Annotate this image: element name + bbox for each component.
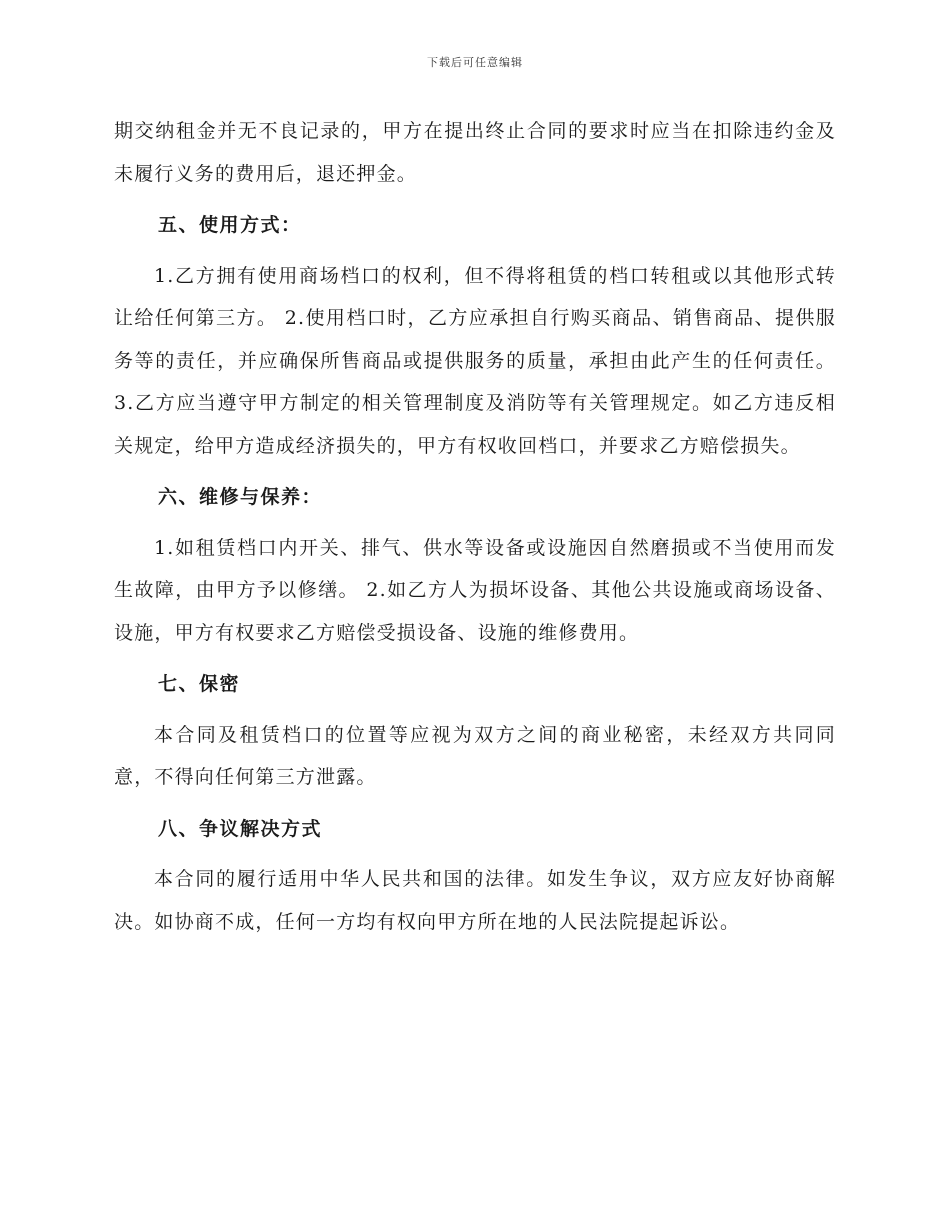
- intro-paragraph: 期交纳租金并无不良记录的，甲方在提出终止合同的要求时应当在扣除违约金及未履行义务的费用后，退还押金。: [114, 120, 836, 185]
- section-heading-usage: 五、使用方式：: [158, 214, 302, 236]
- section-maintenance: [114, 476, 836, 654]
- section-heading-dispute: 八、争议解决方式: [158, 817, 323, 840]
- section-confidentiality: [114, 663, 836, 799]
- section-body-dispute: 本合同的履行适用中华人民共和国的法律。如发生争议，双方应友好协商解决。如协商不成，任何一方均有权向甲方所在地的人民法院提起诉讼。: [114, 868, 836, 933]
- section-body-usage: 1.乙方拥有使用商场档口的权利，但不得将租赁的档口转租或以其他形式转让给任何第三方。 2.使用档口时，乙方应承担自行购买商品、销售商品、提供服务等的责任，并应确保所售商品或提供服务的质量，承担由此产生的任何责任。 3.乙方应当遵守甲方制定的相关管理制度及消防等有关管理规定。如乙方违反相关规定，给甲方造成经济损失的，甲方有权收回档口，并要求乙方赔偿损失。: [114, 264, 836, 457]
- section-heading-maintenance: 六、维修与保养：: [158, 486, 323, 508]
- section-dispute: [114, 808, 836, 944]
- section-body-maintenance: 1.如租赁档口内开关、排气、供水等设备或设施因自然磨损或不当使用而发生故障，由甲方予以修缮。 2.如乙方人为损坏设备、其他公共设施或商场设备、设施，甲方有权要求乙方赔偿受损设备、设施的维修费用。: [114, 536, 836, 644]
- page-header-note: 下载后可任意编辑: [427, 56, 523, 69]
- section-heading-confidentiality: 七、保密: [158, 673, 241, 695]
- section-usage: [114, 204, 836, 467]
- document-content: [114, 110, 836, 943]
- section-body-confidentiality: 本合同及租赁档口的位置等应视为双方之间的商业秘密，未经双方共同同意，不得向任何第三方泄露。: [114, 723, 836, 788]
